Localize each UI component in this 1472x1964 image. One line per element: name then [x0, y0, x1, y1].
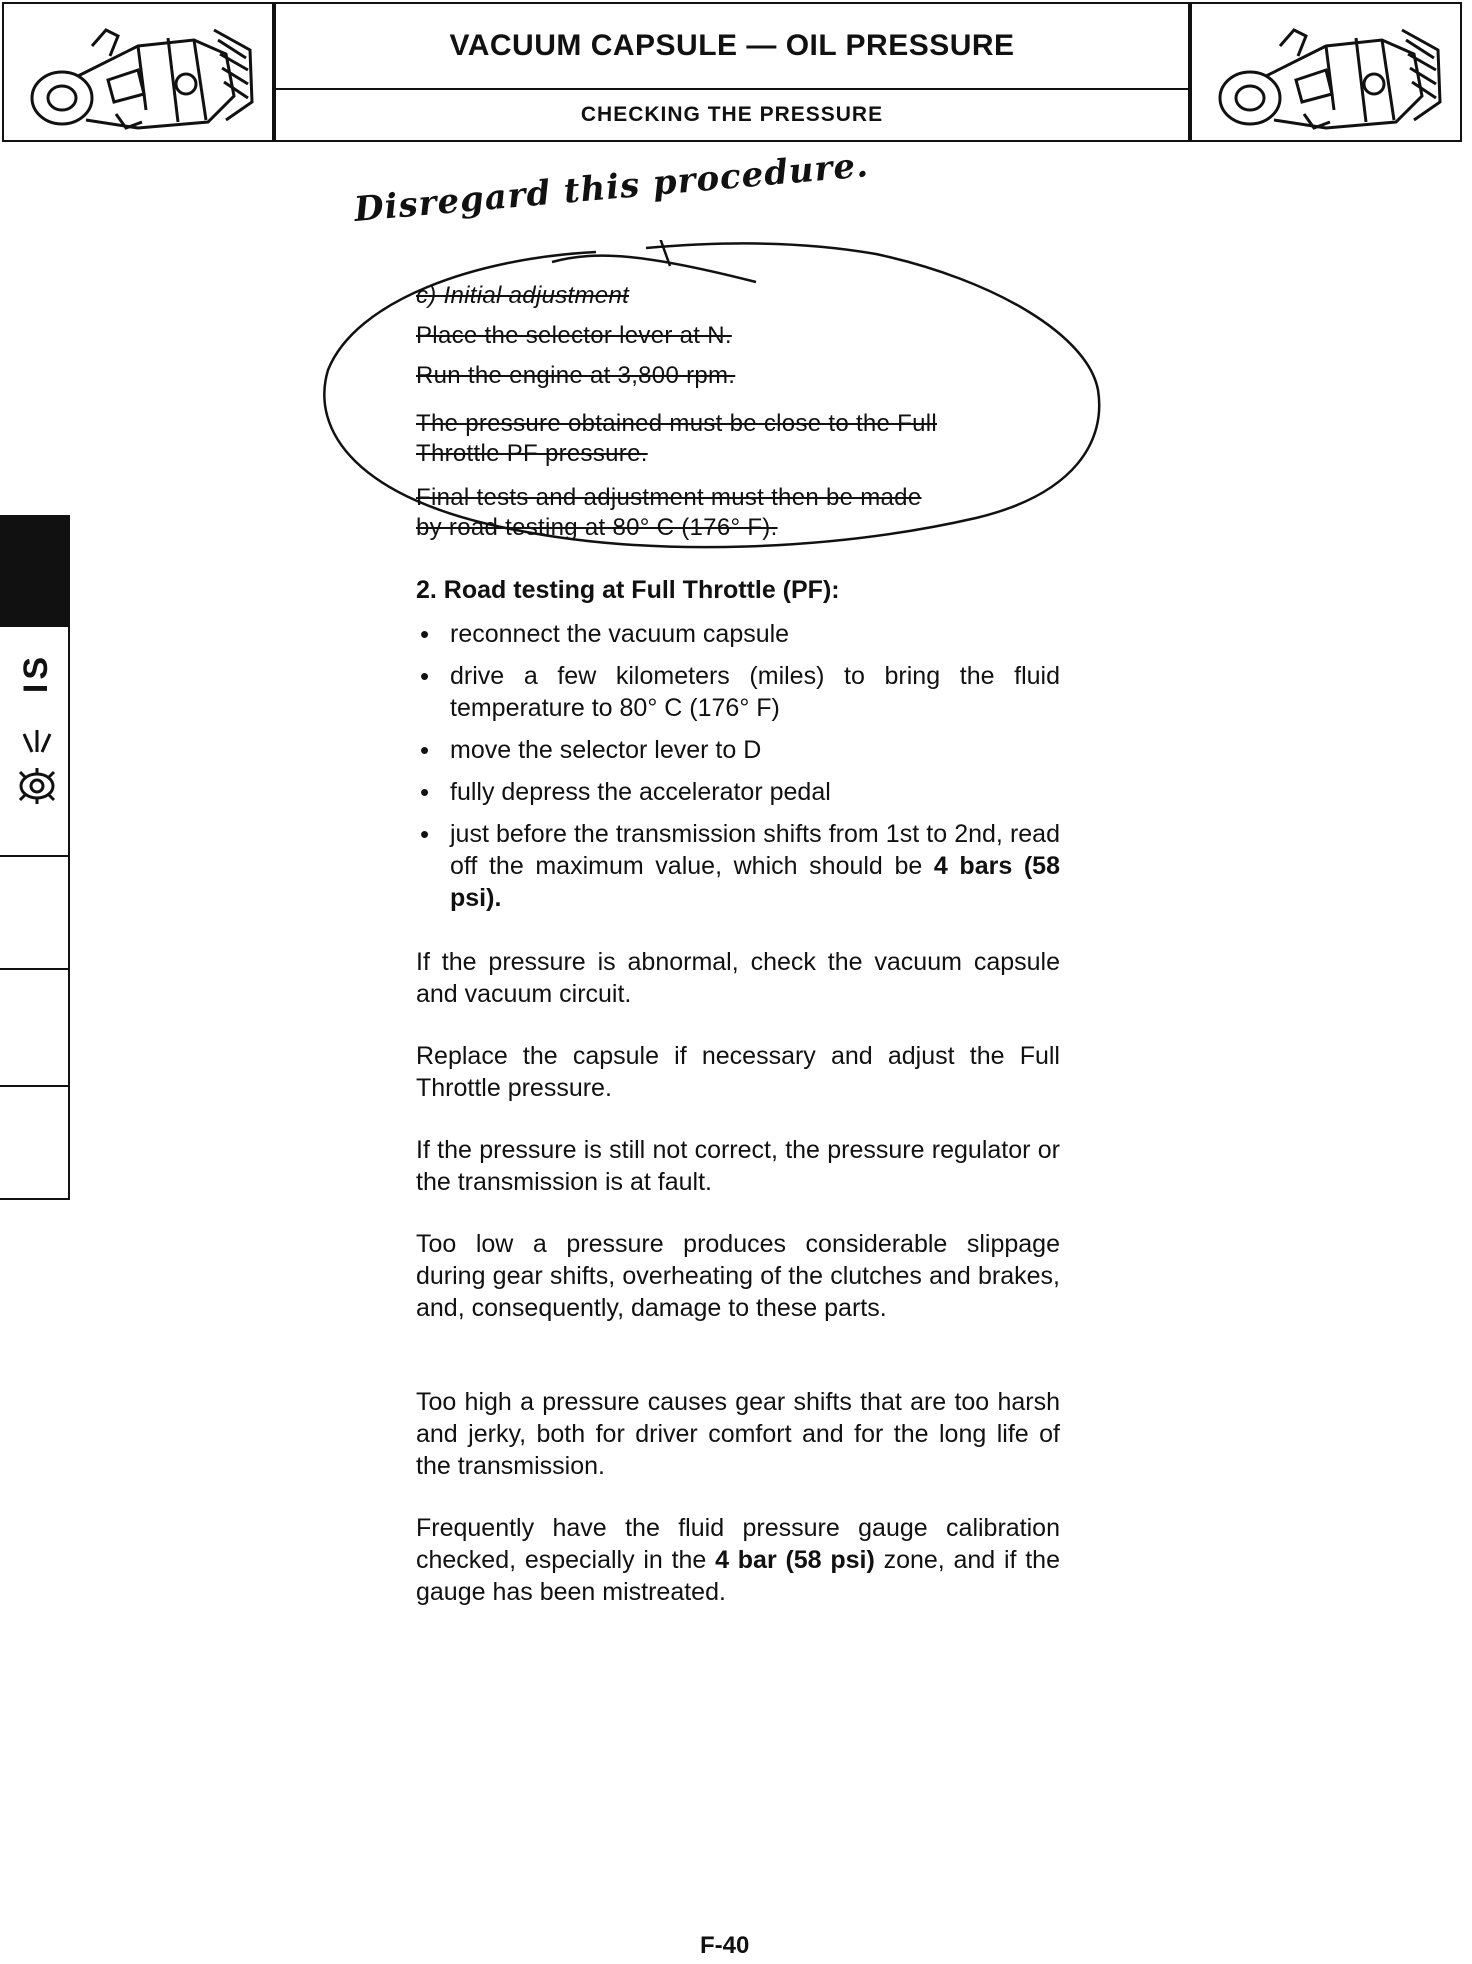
paragraph-text: zone, and if the gauge has been mistreated.: [416, 1546, 1060, 1606]
paragraph: Replace the capsule if necessary and adjust the Full Throttle pressure.: [416, 1042, 1060, 1102]
pressure-value: 4 bars (58 psi).: [450, 852, 1060, 912]
header-title-box: [274, 2, 1190, 142]
section-heading: 2. Road testing at Full Throttle (PF):: [416, 576, 840, 604]
list-item: • fully depress the accelerator pedal: [416, 776, 1060, 808]
header-logo-left: [2, 2, 274, 142]
list-item: [416, 818, 1060, 914]
crossed-out-line: Final tests and adjustment must then be made: [416, 484, 922, 511]
paragraph: Too low a pressure produces considerable slippage during gear shifts, overheating of the clutches and brakes, and, consequently, damage to these parts.: [416, 1230, 1060, 1322]
procedure-list: [416, 618, 1060, 924]
side-tab-divider: [0, 1198, 70, 1200]
paragraph-text: Frequently have the fluid pressure gauge calibration checked, especially in the: [416, 1514, 1060, 1574]
paragraph: Too high a pressure causes gear shifts that are too harsh and jerky, both for driver comfort and for the long life of the transmission.: [416, 1388, 1060, 1480]
side-tab-divider: [0, 855, 70, 857]
page-subtitle: CHECKING THE PRESSURE: [580, 103, 884, 126]
crossed-out-line: The pressure obtained must be close to the Full: [416, 410, 938, 437]
pressure-value: psi): [830, 1546, 875, 1574]
paragraph: If the pressure is still not correct, the pressure regulator or the transmission is at fault.: [416, 1136, 1060, 1196]
handwritten-note: Disregard this procedure.: [352, 145, 871, 230]
side-tab-divider: [0, 1085, 70, 1087]
crossed-out-line: by road testing at 80° C (176° F).: [416, 514, 778, 541]
list-item: • move the selector lever to D: [416, 734, 1060, 766]
page-title: VACUUM CAPSULE — OIL PRESSURE: [276, 4, 1188, 90]
list-item: • drive a few kilometers (miles) to bring the fluid temperature to 80° C (176° F): [416, 660, 1060, 724]
header-logo-right: [1190, 2, 1462, 142]
list-item-text: just before the transmission shifts from 1st to 2nd, read off the maximum value, which should be: [450, 820, 1060, 880]
crossed-out-line: Place the selector lever at N.: [416, 322, 732, 349]
paragraph: [416, 1512, 1060, 1608]
crossed-out-line: Throttle PF pressure.: [416, 440, 648, 467]
list-item: • reconnect the vacuum capsule: [416, 618, 1060, 650]
warning-eye-icon: [16, 728, 58, 818]
page-number: F-40: [700, 1932, 750, 1959]
side-tab-frame: [0, 627, 70, 1200]
crossed-out-heading: c) Initial adjustment: [416, 282, 630, 309]
transmission-illustration-icon: [18, 10, 262, 136]
pressure-value: 4 bar (58: [715, 1546, 822, 1574]
crossed-out-line: Run the engine at 3,800 rpm.: [416, 362, 736, 389]
side-tab-divider: [0, 968, 70, 970]
transmission-illustration-icon: [1206, 10, 1450, 136]
paragraph: If the pressure is abnormal, check the vacuum capsule and vacuum circuit.: [416, 948, 1060, 1008]
side-tab-marker: [0, 515, 70, 627]
side-tab-label: IS: [16, 652, 55, 694]
